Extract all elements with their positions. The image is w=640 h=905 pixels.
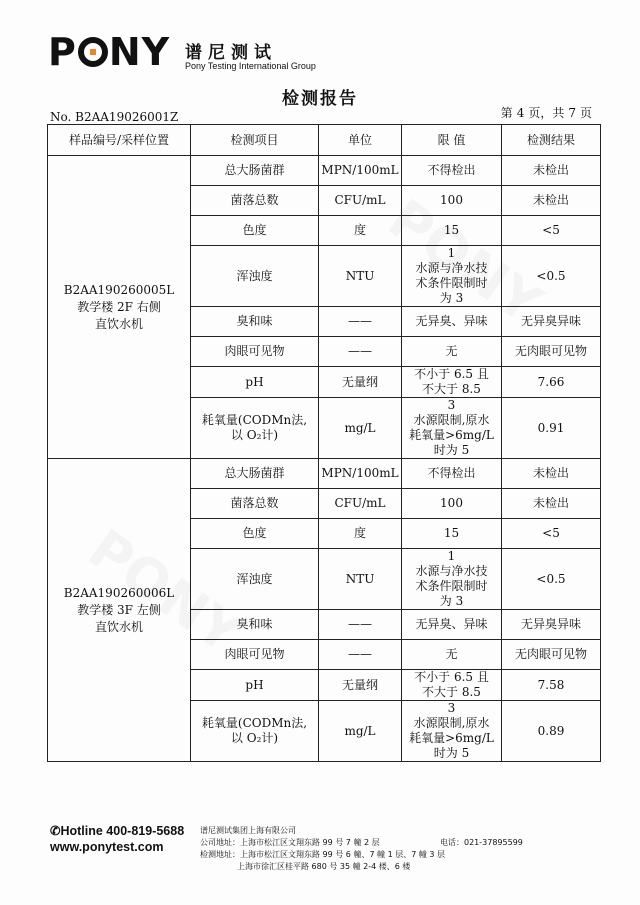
- cell-item: 肉眼可见物: [191, 640, 319, 670]
- footer-phone: 电话：021-37895599: [440, 838, 523, 847]
- header-limit: 限 值: [402, 125, 502, 156]
- cell-item: 臭和味: [191, 610, 319, 640]
- report-title: 检测报告: [282, 89, 358, 109]
- sample-sample-id: B2AA190260005L: [63, 282, 175, 297]
- cell-unit: 度: [319, 216, 402, 246]
- cell-result: 无异臭异味: [502, 610, 601, 640]
- cell-limit: 无异臭、异味: [402, 610, 502, 640]
- cell-unit: ——: [319, 307, 402, 337]
- cell-item: 总大肠菌群: [191, 459, 319, 489]
- cell-result: 未检出: [502, 489, 601, 519]
- sample-sample-id: B2AA190260006L: [63, 585, 175, 600]
- cell-unit: mg/L: [319, 398, 402, 459]
- cell-result: <0.5: [502, 549, 601, 610]
- cell-item: 耗氧量(CODMn法, 以 O₂计): [191, 398, 319, 459]
- cell-limit: 不小于 6.5 且 不大于 8.5: [402, 670, 502, 701]
- cell-result: <5: [502, 216, 601, 246]
- cell-result: 0.91: [502, 398, 601, 459]
- cell-limit: 100: [402, 186, 502, 216]
- header-sample: 样品编号/采样位置: [48, 125, 191, 156]
- cell-result: 0.89: [502, 701, 601, 762]
- company-name-en: Pony Testing International Group: [185, 61, 316, 71]
- footer-address-3: 上海市徐汇区桂平路 680 号 35 幢 2-4 楼、6 楼: [237, 862, 411, 871]
- cell-result: 未检出: [502, 459, 601, 489]
- cell-unit: MPN/100mL: [319, 459, 402, 489]
- sample-location-1: 教学楼 3F 左侧: [77, 602, 161, 617]
- table-row: [48, 459, 601, 489]
- cell-unit: CFU/mL: [319, 186, 402, 216]
- cell-limit: 不得检出: [402, 459, 502, 489]
- cell-result: 无肉眼可见物: [502, 640, 601, 670]
- cell-item: 浑浊度: [191, 549, 319, 610]
- cell-unit: ——: [319, 337, 402, 367]
- cell-limit: 无: [402, 337, 502, 367]
- sample-location-2: 直饮水机: [94, 619, 143, 634]
- cell-unit: mg/L: [319, 701, 402, 762]
- footer-address-2: 检测地址：上海市松江区文翔东路 99 号 6 幢、7 幢 1 层、7 幢 3 层: [200, 850, 446, 859]
- table-header-row: [48, 125, 601, 156]
- cell-item: 色度: [191, 519, 319, 549]
- cell-item: 菌落总数: [191, 186, 319, 216]
- cell-limit: 不得检出: [402, 156, 502, 186]
- cell-limit: 1 水源与净水技 术条件限制时 为 3: [402, 246, 502, 307]
- cell-unit: 无量纲: [319, 670, 402, 701]
- cell-unit: ——: [319, 640, 402, 670]
- sample-cell: [48, 459, 191, 762]
- cell-limit: 3 水源限制,原水 耗氧量>6mg/L 时为 5: [402, 701, 502, 762]
- cell-result: 7.66: [502, 367, 601, 398]
- logo-o-mark: [78, 37, 108, 67]
- header-item: 检测项目: [191, 125, 319, 156]
- cell-item: 臭和味: [191, 307, 319, 337]
- cell-unit: MPN/100mL: [319, 156, 402, 186]
- sample-location-2: 直饮水机: [94, 316, 143, 331]
- cell-item: 菌落总数: [191, 489, 319, 519]
- cell-unit: 度: [319, 519, 402, 549]
- cell-result: <5: [502, 519, 601, 549]
- sample-location-1: 教学楼 2F 右侧: [77, 299, 161, 314]
- cell-result: 无肉眼可见物: [502, 337, 601, 367]
- cell-unit: ——: [319, 610, 402, 640]
- cell-limit: 1 水源与净水技 术条件限制时 为 3: [402, 549, 502, 610]
- test-results-table: [47, 124, 601, 762]
- cell-item: 总大肠菌群: [191, 156, 319, 186]
- report-number: No. B2AA19026001Z: [50, 110, 179, 124]
- cell-limit: 无: [402, 640, 502, 670]
- cell-result: 未检出: [502, 156, 601, 186]
- cell-limit: 100: [402, 489, 502, 519]
- footer-website: www.ponytest.com: [50, 840, 164, 854]
- cell-limit: 3 水源限制,原水 耗氧量>6mg/L 时为 5: [402, 398, 502, 459]
- cell-item: pH: [191, 367, 319, 398]
- cell-result: 无异臭异味: [502, 307, 601, 337]
- cell-item: 浑浊度: [191, 246, 319, 307]
- footer-company: 谱尼测试集团上海有限公司: [200, 826, 296, 835]
- cell-item: pH: [191, 670, 319, 701]
- table-row: [48, 156, 601, 186]
- cell-limit: 无异臭、异味: [402, 307, 502, 337]
- logo-wordmark: P NY: [48, 30, 171, 74]
- cell-result: 未检出: [502, 186, 601, 216]
- cell-limit: 15: [402, 216, 502, 246]
- cell-result: <0.5: [502, 246, 601, 307]
- cell-item: 耗氧量(CODMn法, 以 O₂计): [191, 701, 319, 762]
- footer-hotline: ✆Hotline 400-819-5688: [50, 824, 185, 838]
- cell-unit: NTU: [319, 549, 402, 610]
- cell-item: 肉眼可见物: [191, 337, 319, 367]
- company-name-cn: 谱尼测试: [185, 43, 277, 63]
- footer-address-1: 公司地址：上海市松江区文翔东路 99 号 7 幢 2 层: [200, 838, 380, 847]
- cell-unit: CFU/mL: [319, 489, 402, 519]
- header-result: 检测结果: [502, 125, 601, 156]
- sample-cell: [48, 156, 191, 459]
- cell-unit: NTU: [319, 246, 402, 307]
- cell-limit: 15: [402, 519, 502, 549]
- header-unit: 单位: [319, 125, 402, 156]
- cell-unit: 无量纲: [319, 367, 402, 398]
- cell-limit: 不小于 6.5 且 不大于 8.5: [402, 367, 502, 398]
- cell-result: 7.58: [502, 670, 601, 701]
- page-info: 第 4 页，共 7 页: [500, 106, 592, 120]
- cell-item: 色度: [191, 216, 319, 246]
